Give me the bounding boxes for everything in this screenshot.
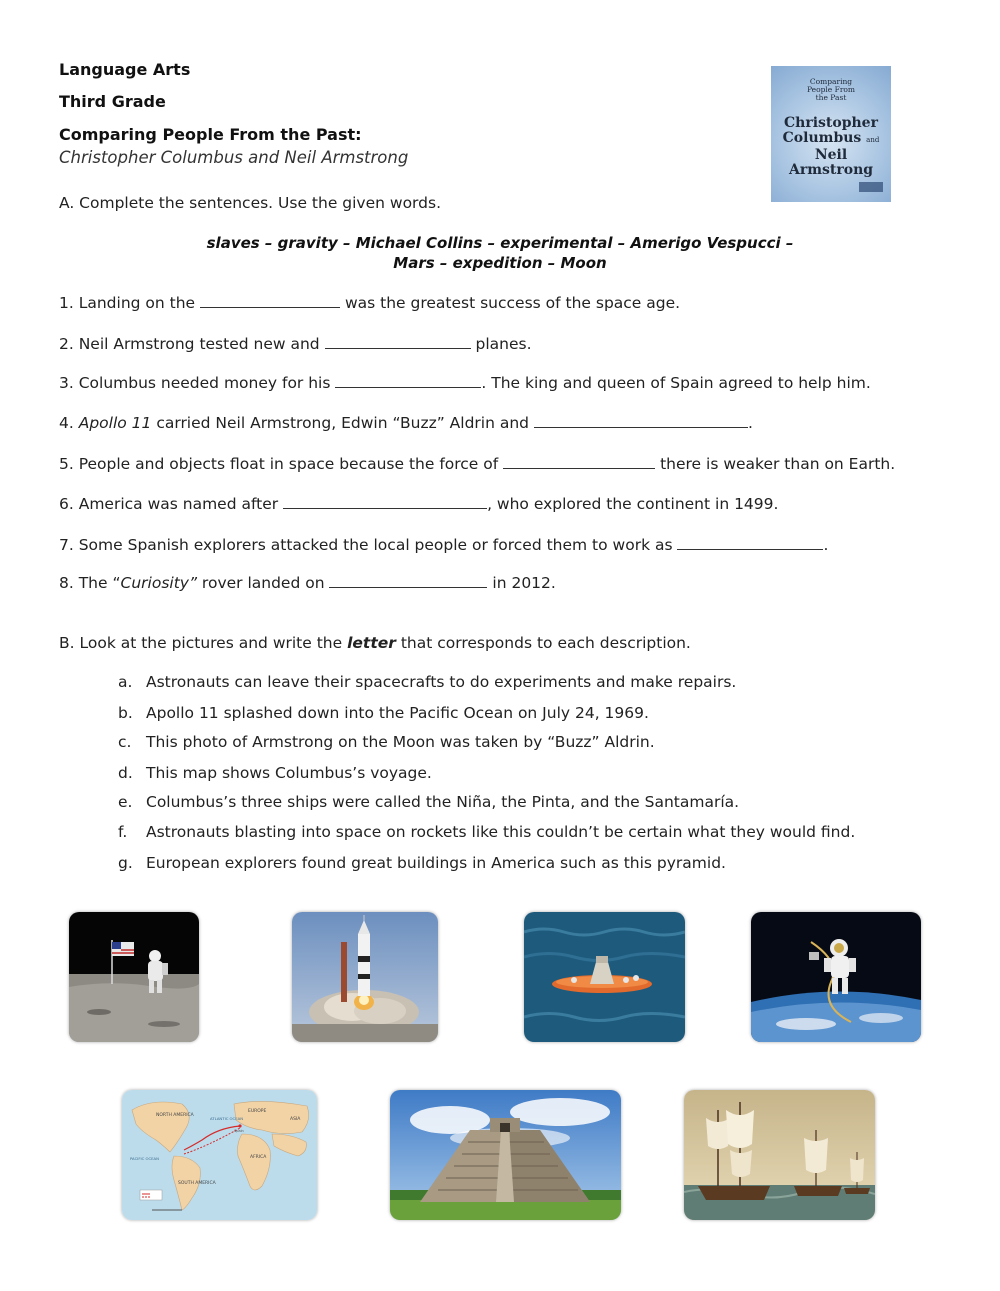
map-label-africa: AFRICA (250, 1155, 267, 1160)
answer-blank-8[interactable] (329, 573, 487, 588)
grade-label: Third Grade (59, 92, 166, 111)
sentence-1: 1. Landing on the was the greatest success of the space age. (59, 294, 681, 312)
page-subtitle: Christopher Columbus and Neil Armstrong (59, 148, 409, 167)
picture-pyramid (390, 1090, 621, 1220)
answer-blank-7[interactable] (677, 535, 823, 550)
word-bank-line-1: slaves – gravity – Michael Collins – experimental – Amerigo Vespucci – (206, 234, 794, 252)
sentence-4: 4. Apollo 11 carried Neil Armstrong, Edwin “Buzz” Aldrin and . (59, 414, 753, 432)
answer-blank-2[interactable] (325, 334, 471, 349)
answer-blank-5[interactable] (503, 454, 655, 469)
description-item-d: d. This map shows Columbus’s voyage. (118, 764, 432, 782)
sentence-6: 6. America was named after , who explored the continent in 1499. (59, 495, 779, 513)
book-cover (771, 66, 891, 202)
map-label-pacific: PACIFIC OCEAN (130, 1156, 159, 1161)
section-a-instruction: A. Complete the sentences. Use the given words. (59, 194, 441, 212)
map-label-spain: Spain (234, 1129, 244, 1133)
description-item-f: f. Astronauts blasting into space on rockets like this couldn’t be certain what they would find. (118, 823, 856, 841)
map-label-atlantic: ATLANTIC OCEAN (210, 1116, 244, 1121)
section-b-instruction: B. Look at the pictures and write the letter that corresponds to each description. (59, 634, 691, 652)
sentence-7: 7. Some Spanish explorers attacked the local people or forced them to work as . (59, 536, 829, 554)
picture-spacewalk (751, 912, 921, 1042)
answer-blank-4[interactable] (534, 413, 748, 428)
description-item-e: e. Columbus’s three ships were called the Niña, the Pinta, and the Santamaría. (118, 793, 740, 811)
cover-top-text: Comparing People From the Past (806, 77, 856, 102)
description-item-a: a. Astronauts can leave their spacecrafts to do experiments and make repairs. (118, 673, 737, 691)
description-item-g: g. European explorers found great buildings in America such as this pyramid. (118, 854, 726, 872)
cover-title: Christopher Columbus and Neil Armstrong (782, 115, 880, 178)
sentence-8: 8. The “Curiosity” rover landed on in 2012. (59, 574, 556, 592)
map-label-south-america: SOUTH AMERICA (178, 1181, 216, 1186)
picture-columbus-voyage-map (122, 1090, 317, 1220)
picture-moon-landing (69, 912, 199, 1042)
publisher-logo-icon (859, 182, 883, 192)
word-bank-line-2: Mars – expedition – Moon (393, 254, 607, 272)
answer-blank-1[interactable] (200, 293, 340, 308)
picture-splashdown (524, 912, 685, 1042)
map-label-north-america: NORTH AMERICA (156, 1113, 194, 1118)
sentence-3: 3. Columbus needed money for his . The king and queen of Spain agreed to help him. (59, 374, 871, 392)
map-label-europe: EUROPE (248, 1109, 267, 1114)
answer-blank-6[interactable] (283, 494, 487, 509)
sentence-5: 5. People and objects float in space because the force of there is weaker than on Earth. (59, 455, 896, 473)
answer-blank-3[interactable] (335, 373, 481, 388)
picture-rocket-launch (292, 912, 438, 1042)
description-item-c: c. This photo of Armstrong on the Moon was taken by “Buzz” Aldrin. (118, 733, 655, 751)
map-legend (140, 1190, 162, 1200)
page-title: Comparing People From the Past: (59, 125, 362, 144)
description-item-b: b. Apollo 11 splashed down into the Pacific Ocean on July 24, 1969. (118, 704, 649, 722)
map-label-asia: ASIA (290, 1117, 301, 1122)
subject-label: Language Arts (59, 60, 191, 79)
picture-three-ships (684, 1090, 875, 1220)
sentence-2: 2. Neil Armstrong tested new and planes. (59, 335, 532, 353)
